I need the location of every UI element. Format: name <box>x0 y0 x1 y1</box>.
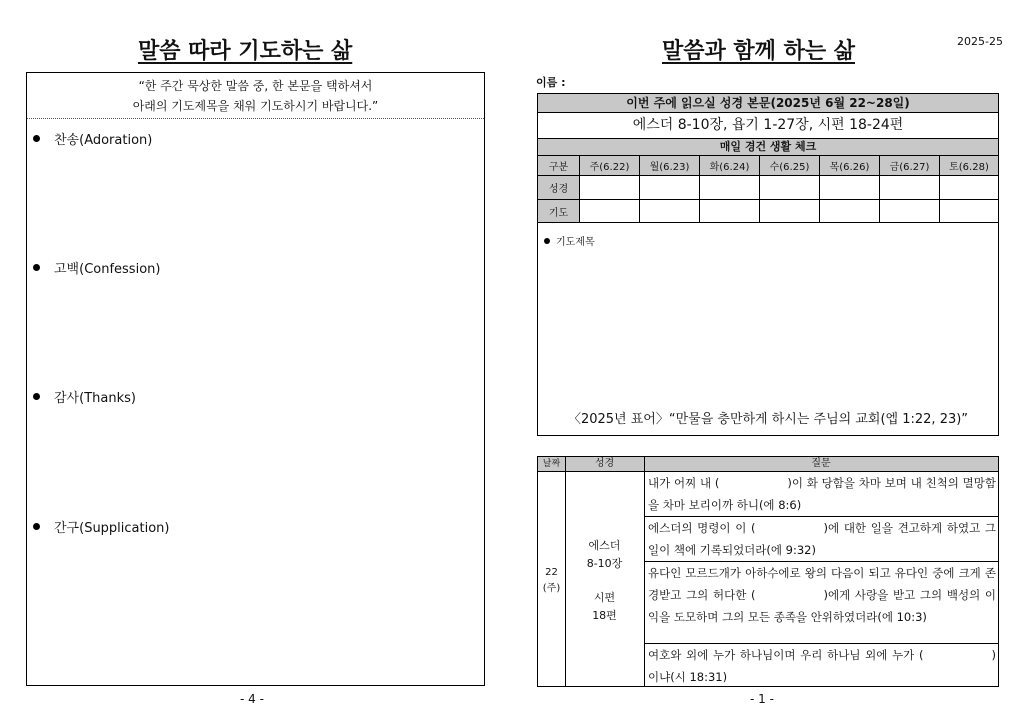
check-row-label: 성경 <box>538 176 580 199</box>
bullet-icon <box>33 264 40 271</box>
date-cell <box>538 565 565 597</box>
bullet-icon <box>33 523 40 530</box>
prayer-item-confession <box>33 258 160 277</box>
left-page-number: - 4 - <box>240 692 264 706</box>
check-col-sun: 주(6.22) <box>580 156 640 175</box>
check-cell[interactable] <box>580 200 640 222</box>
question-table <box>537 456 999 687</box>
question-text: )이 화 당함을 차마 보며 내 친척의 멸망함을 차마 보리이까 하니(에 8:6) <box>648 476 996 512</box>
check-column-headers <box>538 156 998 176</box>
check-cell[interactable] <box>640 200 700 222</box>
bible-chapter-2: 18편 <box>592 609 617 622</box>
reading-header: 이번 주에 읽으실 성경 본문(2025년 6월 22~28일) <box>538 94 998 113</box>
reading-text: 에스더 8-10장, 욥기 1-27장, 시편 18-24편 <box>538 113 998 139</box>
question-text: )이냐(시 18:31) <box>648 648 996 684</box>
check-cell[interactable] <box>760 200 820 222</box>
check-cell[interactable] <box>820 200 880 222</box>
question-4 <box>648 644 996 688</box>
name-label: 이름 : <box>536 76 566 89</box>
check-cell[interactable] <box>700 176 760 199</box>
check-col-thu: 목(6.26) <box>820 156 880 175</box>
col-header-question: 질문 <box>811 458 831 469</box>
check-col-label: 구분 <box>538 156 580 175</box>
check-cell[interactable] <box>940 200 998 222</box>
check-col-wed: 수(6.25) <box>760 156 820 175</box>
question-text: 에스더의 명령이 이 ( <box>648 521 756 535</box>
question-1 <box>648 472 996 516</box>
prayer-topic-text: 기도제목 <box>556 237 595 248</box>
prayer-panel <box>26 72 485 686</box>
instruction-box <box>27 73 484 119</box>
instruction-line-1: “한 주간 묵상한 말씀 중, 한 본문을 택하셔서 <box>138 79 373 93</box>
question-text: 여호와 외에 누가 하나님이며 우리 하나님 외에 누가 ( <box>648 648 924 662</box>
check-col-mon: 월(6.23) <box>640 156 700 175</box>
prayer-topic-label <box>544 233 595 248</box>
check-cell[interactable] <box>940 176 998 199</box>
instruction-line-2: 아래의 기도제목을 채워 기도하시기 바랍니다.” <box>132 99 379 113</box>
check-col-sat: 토(6.28) <box>940 156 998 175</box>
question-text: )에 대한 일을 견고하게 하였고 그 일이 책에 기록되었더라(에 9:32) <box>648 521 996 557</box>
bible-book-2: 시편 <box>593 591 616 604</box>
question-2 <box>648 517 996 561</box>
date-weekday: (주) <box>542 583 561 594</box>
check-cell[interactable] <box>820 176 880 199</box>
prayer-item-supplication <box>33 517 170 536</box>
check-header: 매일 경건 생활 체크 <box>538 139 998 156</box>
prayer-item-label: 감사(Thanks) <box>54 391 136 406</box>
date-day: 22 <box>545 567 558 578</box>
document-code: 2025-25 <box>957 35 1003 48</box>
bullet-icon <box>544 238 550 244</box>
prayer-item-label: 찬송(Adoration) <box>54 133 153 148</box>
check-cell[interactable] <box>640 176 700 199</box>
prayer-item-label: 고백(Confession) <box>54 262 161 277</box>
bible-chapter-1: 8-10장 <box>586 557 623 570</box>
right-page-title: 말씀과 함께 하는 삶 <box>662 39 855 64</box>
left-page-title: 말씀 따라 기도하는 삶 <box>138 39 353 64</box>
column-divider <box>644 457 645 686</box>
col-header-bible: 성경 <box>594 458 615 469</box>
question-text: )에게 사랑을 받고 그의 백성의 이익을 도모하며 그의 모든 종족을 안위하였더라(에 10:3) <box>648 588 996 624</box>
check-cell[interactable] <box>700 200 760 222</box>
bible-cell <box>565 537 644 625</box>
yearly-motto: 〈2025년 표어〉“만물을 충만하게 하시는 주님의 교회(엡 1:22, 23)” <box>567 412 969 427</box>
check-col-fri: 금(6.27) <box>880 156 940 175</box>
bible-book-1: 에스더 <box>588 539 621 552</box>
weekly-reading-box <box>537 93 999 436</box>
right-page-number: - 1 - <box>750 692 774 706</box>
prayer-item-label: 간구(Supplication) <box>54 521 170 536</box>
col-header-date: 날짜 <box>542 459 561 469</box>
question-text: 내가 어찌 내 ( <box>648 476 720 490</box>
question-text: 유다인 모르드개가 아하수에로 왕의 다음이 되고 유다인 중에 크게 존경받고 그의 허다한 ( <box>648 566 996 602</box>
check-row-label: 기도 <box>538 200 580 222</box>
check-row-prayer <box>538 200 998 223</box>
prayer-item-thanks <box>33 387 136 406</box>
check-col-tue: 화(6.24) <box>700 156 760 175</box>
check-cell[interactable] <box>580 176 640 199</box>
question-3 <box>648 562 996 628</box>
check-cell[interactable] <box>880 176 940 199</box>
bullet-icon <box>33 393 40 400</box>
check-cell[interactable] <box>880 200 940 222</box>
check-cell[interactable] <box>760 176 820 199</box>
bullet-icon <box>33 135 40 142</box>
check-row-bible <box>538 176 998 200</box>
prayer-item-adoration <box>33 129 152 148</box>
